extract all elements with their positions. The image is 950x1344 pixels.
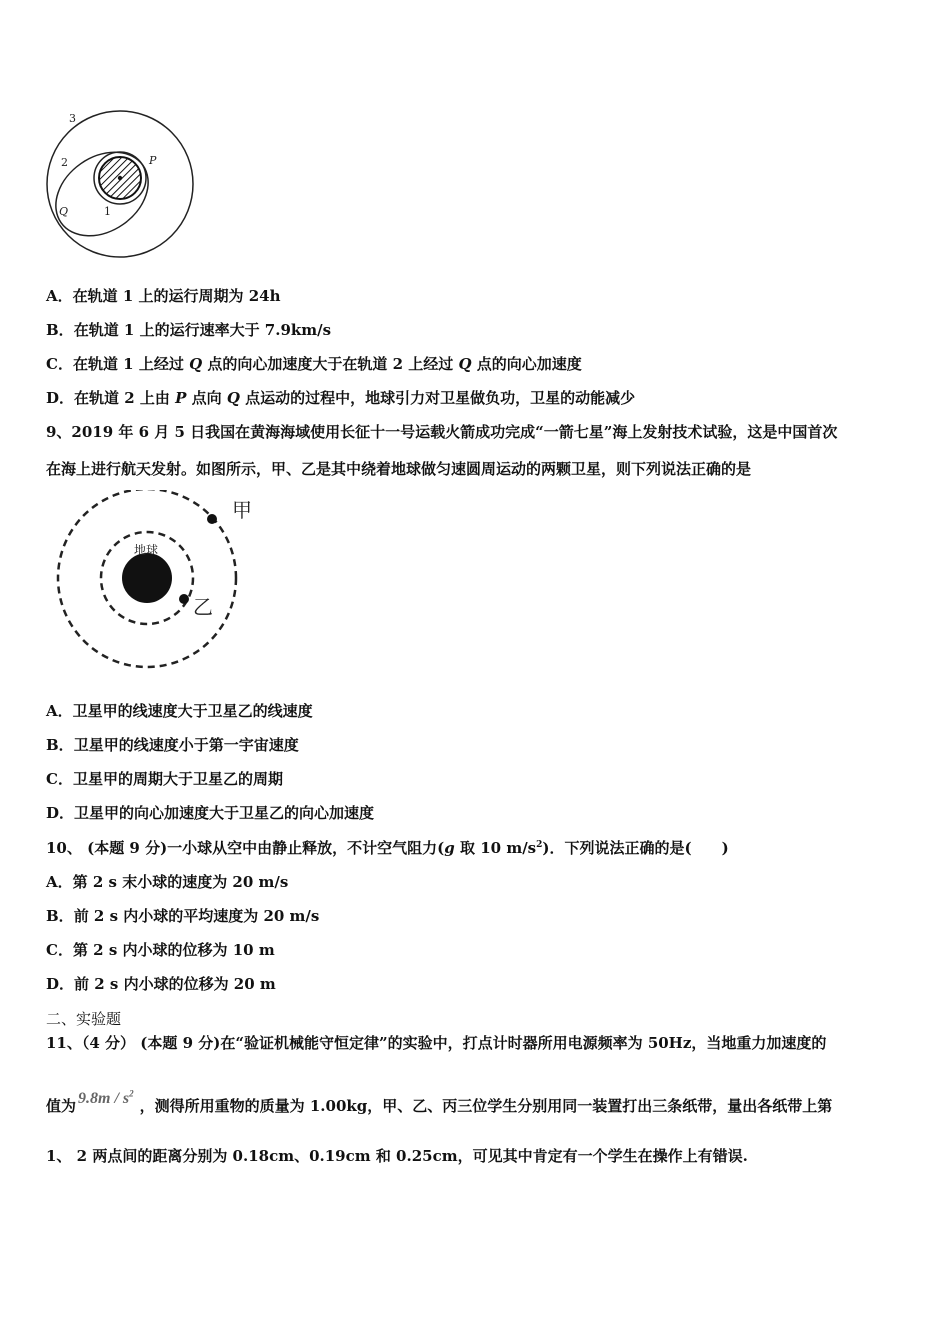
satellite-b-dot xyxy=(179,594,189,604)
q8-option-b[interactable]: B．在轨道 1 上的运行速率大于 7.9km/s xyxy=(46,321,332,339)
orbit-diagram xyxy=(40,104,200,264)
q10-option-c[interactable]: C．第 2 s 内小球的位移为 10 m xyxy=(46,941,275,959)
satellite-a-dot xyxy=(207,514,217,524)
q9-option-a[interactable]: A．卫星甲的线速度大于卫星乙的线速度 xyxy=(46,702,313,720)
q8-option-a[interactable]: A．在轨道 1 上的运行周期为 24h xyxy=(46,287,281,305)
earth-disc xyxy=(122,553,172,603)
q8-option-d[interactable]: D．在轨道 2 上由 P 点向 Q 点运动的过程中，地球引力对卫星做负功，卫星的动能减少 xyxy=(46,389,636,407)
q9-option-b[interactable]: B．卫星甲的线速度小于第一宇宙速度 xyxy=(46,736,299,754)
earth-center-dot xyxy=(118,176,122,180)
gravity-formula: $9.8m / s^2$ xyxy=(78,1088,134,1107)
label-point-q: Q xyxy=(59,205,69,218)
label-orbit-2: 2 xyxy=(61,156,68,169)
q9-option-c[interactable]: C．卫星甲的周期大于卫星乙的周期 xyxy=(46,770,283,788)
label-satellite-a: 甲 xyxy=(232,498,252,522)
q11-stem-line-1: 11、（4 分） (本题 9 分)在“验证机械能守恒定律”的实验中，打点计时器所用电源频率为 50Hz，当地重力加速度的 xyxy=(46,1034,827,1052)
section-title: 二、实验题 xyxy=(46,1010,122,1028)
label-satellite-b: 乙 xyxy=(193,595,213,619)
q10-option-b[interactable]: B．前 2 s 内小球的平均速度为 20 m/s xyxy=(46,907,320,925)
q10-option-a[interactable]: A．第 2 s 末小球的速度为 20 m/s xyxy=(46,873,289,891)
label-point-p: P xyxy=(149,154,157,167)
q11-stem-line-2: 值为 $9.8m / s^2$，测得所用重物的质量为 1.00kg，甲、乙、丙三位学生分别用同一装置打出三条纸带，量出各纸带上第 xyxy=(46,1088,833,1115)
q11-stem-line-3: 1、 2 两点间的距离分别为 0.18cm、0.19cm 和 0.25cm，可见其中肯定有一个学生在操作上有错误. xyxy=(46,1147,748,1165)
label-orbit-3: 3 xyxy=(69,112,76,125)
q9-stem-line-2: 在海上进行航天发射。如图所示，甲、乙是其中绕着地球做匀速圆周运动的两颗卫星，则下列说法正确的是 xyxy=(46,460,752,478)
label-orbit-1: 1 xyxy=(104,205,111,218)
q9-option-d[interactable]: D．卫星甲的向心加速度大于卫星乙的向心加速度 xyxy=(46,804,375,822)
orbit-2-ellipse xyxy=(40,135,164,253)
q10-stem: 10、 (本题 9 分)一小球从空中由静止释放，不计空气阻力(g 取 10 $m/s^2$)．下列说法正确的是( ) xyxy=(46,839,729,857)
label-earth: 地球 xyxy=(134,543,159,557)
q10-option-d[interactable]: D．前 2 s 内小球的位移为 20 m xyxy=(46,975,276,993)
q8-option-c[interactable]: C．在轨道 1 上经过 Q 点的向心加速度大于在轨道 2 上经过 Q 点的向心加速度 xyxy=(46,355,582,373)
satellite-diagram xyxy=(50,490,270,670)
q9-stem-line-1: 9、2019 年 6 月 5 日我国在黄海海域使用长征十一号运载火箭成功完成“一箭七星”海上发射技术试验，这是中国首次 xyxy=(46,423,838,441)
